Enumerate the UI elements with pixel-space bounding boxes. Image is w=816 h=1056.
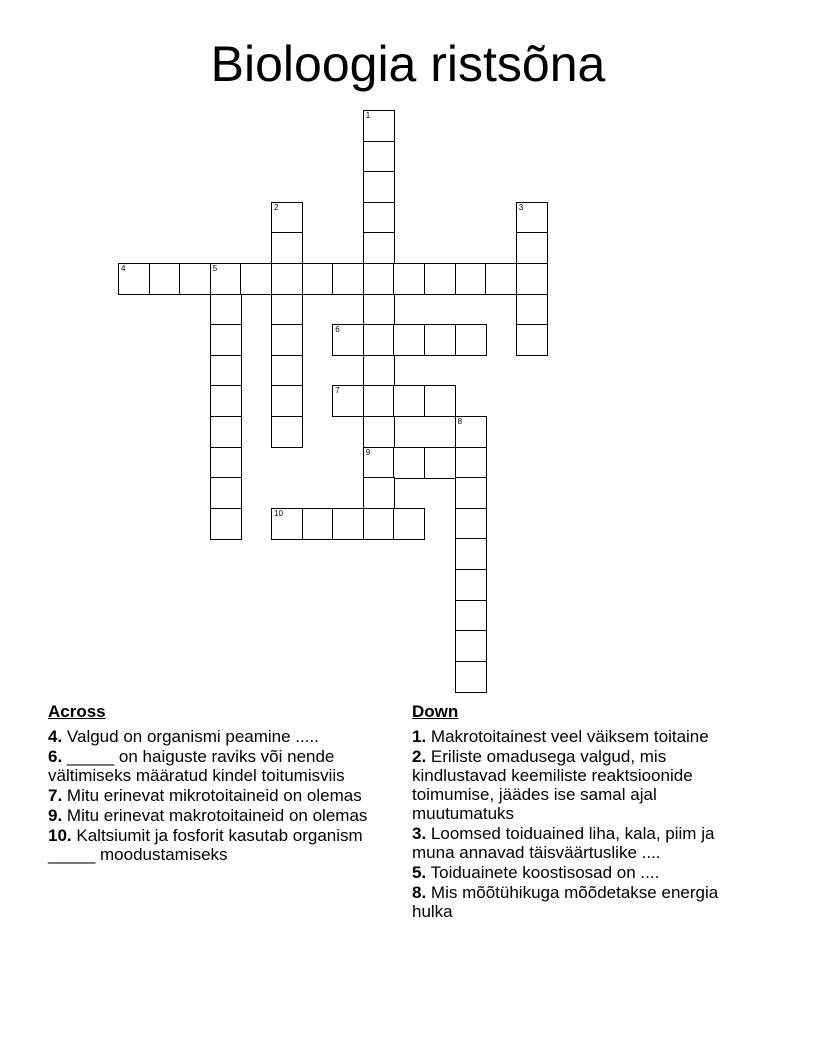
crossword-cell[interactable]: [455, 324, 487, 356]
crossword-cell[interactable]: [149, 263, 181, 295]
clue-text: _____ on haiguste raviks või nende vältimiseks määratud kindel toitumisviis: [48, 747, 345, 785]
crossword-cell[interactable]: [210, 508, 242, 540]
crossword-cell[interactable]: [393, 385, 425, 417]
crossword-cell[interactable]: [271, 202, 303, 234]
crossword-cell[interactable]: [210, 324, 242, 356]
crossword-cell[interactable]: [363, 416, 395, 448]
crossword-cell[interactable]: [455, 263, 487, 295]
clue-number: 8.: [412, 883, 427, 902]
crossword-cell[interactable]: [332, 263, 364, 295]
crossword-cell[interactable]: [179, 263, 211, 295]
clue-number: 2.: [412, 747, 427, 766]
crossword-cell[interactable]: [210, 447, 242, 479]
clue-text: Toiduainete koostisosad on ....: [430, 863, 660, 882]
down-clue: [412, 747, 742, 823]
crossword-cell[interactable]: [363, 232, 395, 264]
crossword-cell[interactable]: [271, 355, 303, 387]
crossword-cell[interactable]: [455, 447, 487, 479]
cell-number: 9: [365, 447, 371, 457]
crossword-cell[interactable]: [363, 171, 395, 203]
crossword-cell[interactable]: [485, 263, 517, 295]
crossword-cell[interactable]: [271, 324, 303, 356]
crossword-cell[interactable]: [271, 232, 303, 264]
clue-text: Makrotoitainest veel väiksem toitaine: [430, 727, 709, 746]
crossword-cell[interactable]: [363, 508, 395, 540]
crossword-cell[interactable]: [210, 355, 242, 387]
clue-text: Loomsed toiduained liha, kala, piim ja muna annavad täisväärtuslike ....: [412, 824, 715, 862]
clue-text: Eriliste omadusega valgud, mis kindlustavad keemiliste reaktsioonide toimumise, jäädes ise samal ajal muutumatuks: [412, 747, 693, 823]
crossword-cell[interactable]: [516, 232, 548, 264]
across-clue: [48, 826, 378, 864]
across-clue: [48, 786, 378, 805]
crossword-cell[interactable]: [516, 263, 548, 295]
page-title: Bioloogia ristsõna: [210, 36, 606, 92]
crossword-cell[interactable]: [363, 110, 395, 142]
clue-number: 9.: [48, 806, 63, 825]
crossword-cell[interactable]: [210, 477, 242, 509]
across-clue: [48, 727, 378, 746]
crossword-cell[interactable]: [455, 416, 487, 448]
crossword-cell[interactable]: [271, 263, 303, 295]
crossword-cell[interactable]: [455, 600, 487, 632]
crossword-cell[interactable]: [424, 324, 456, 356]
crossword-cell[interactable]: [332, 385, 364, 417]
clue-number: 6.: [48, 747, 63, 766]
down-clues: [412, 702, 742, 922]
crossword-cell[interactable]: [455, 508, 487, 540]
crossword-cell[interactable]: [363, 141, 395, 173]
crossword-cell[interactable]: [240, 263, 272, 295]
clue-text: Valgud on organismi peamine .....: [66, 727, 319, 746]
clue-number: 5.: [412, 863, 427, 882]
clue-text: Mitu erinevat makrotoitaineid on olemas: [66, 806, 368, 825]
crossword-cell[interactable]: [455, 630, 487, 662]
cell-number: 3: [518, 202, 524, 212]
crossword-cell[interactable]: [455, 569, 487, 601]
crossword-cell[interactable]: [210, 416, 242, 448]
crossword-cell[interactable]: [210, 263, 242, 295]
cell-number: 4: [121, 264, 126, 273]
crossword-cell[interactable]: [516, 202, 548, 234]
cell-number: 1: [365, 111, 371, 120]
cell-number: 7: [335, 386, 340, 396]
cell-number: 2: [274, 202, 279, 212]
crossword-cell[interactable]: [516, 294, 548, 326]
crossword-cell[interactable]: [302, 508, 334, 540]
clue-number: 10.: [48, 826, 72, 845]
down-clue: [412, 863, 742, 882]
down-clue: [412, 883, 742, 921]
crossword-cell[interactable]: [455, 661, 487, 693]
crossword-cell[interactable]: [210, 294, 242, 326]
crossword-cell[interactable]: [363, 385, 395, 417]
crossword-cell[interactable]: [302, 263, 334, 295]
crossword-cell[interactable]: [455, 538, 487, 570]
crossword-cell[interactable]: [455, 477, 487, 509]
crossword-cell[interactable]: [118, 263, 150, 295]
across-clues: [48, 702, 378, 865]
clue-text: Mis mõõtühikuga mõõdetakse energia hulka: [412, 883, 719, 921]
down-clue: [412, 727, 742, 746]
down-heading: Down: [412, 702, 459, 721]
cell-number: 10: [274, 508, 283, 518]
crossword-cell[interactable]: [363, 477, 395, 509]
crossword-cell[interactable]: [271, 385, 303, 417]
clue-number: 7.: [48, 786, 63, 805]
crossword-cell[interactable]: [393, 324, 425, 356]
crossword-cell[interactable]: [393, 508, 425, 540]
crossword-cell[interactable]: [393, 447, 425, 479]
clue-text: Mitu erinevat mikrotoitaineid on olemas: [66, 786, 362, 805]
clue-number: 1.: [412, 727, 427, 746]
cell-number: 5: [212, 264, 218, 273]
crossword-cell[interactable]: [363, 263, 395, 295]
clue-number: 3.: [412, 824, 427, 843]
crossword-cell[interactable]: [424, 263, 456, 295]
across-clue: [48, 747, 378, 785]
crossword-cell[interactable]: [210, 385, 242, 417]
crossword-cell[interactable]: [271, 508, 303, 540]
crossword-cell[interactable]: [363, 324, 395, 356]
crossword-cell[interactable]: [332, 324, 364, 356]
crossword-cell[interactable]: [424, 385, 456, 417]
clue-text: Kaltsiumit ja fosforit kasutab organism _____ moodustamiseks: [48, 826, 363, 864]
clue-number: 4.: [48, 727, 63, 746]
crossword-cell[interactable]: [271, 294, 303, 326]
crossword-cell[interactable]: [424, 447, 456, 479]
crossword-cell[interactable]: [363, 447, 395, 479]
across-clue: [48, 806, 378, 825]
down-clue: [412, 824, 742, 862]
crossword-cell[interactable]: [363, 355, 395, 387]
cell-number: 8: [457, 417, 463, 426]
crossword-cell[interactable]: [393, 263, 425, 295]
crossword-cell[interactable]: [332, 508, 364, 540]
crossword-cell[interactable]: [271, 416, 303, 448]
crossword-cell[interactable]: [363, 202, 395, 234]
crossword-cell[interactable]: [363, 294, 395, 326]
across-heading: Across: [48, 702, 106, 721]
crossword-cell[interactable]: [516, 324, 548, 356]
cell-number: 6: [335, 325, 340, 335]
